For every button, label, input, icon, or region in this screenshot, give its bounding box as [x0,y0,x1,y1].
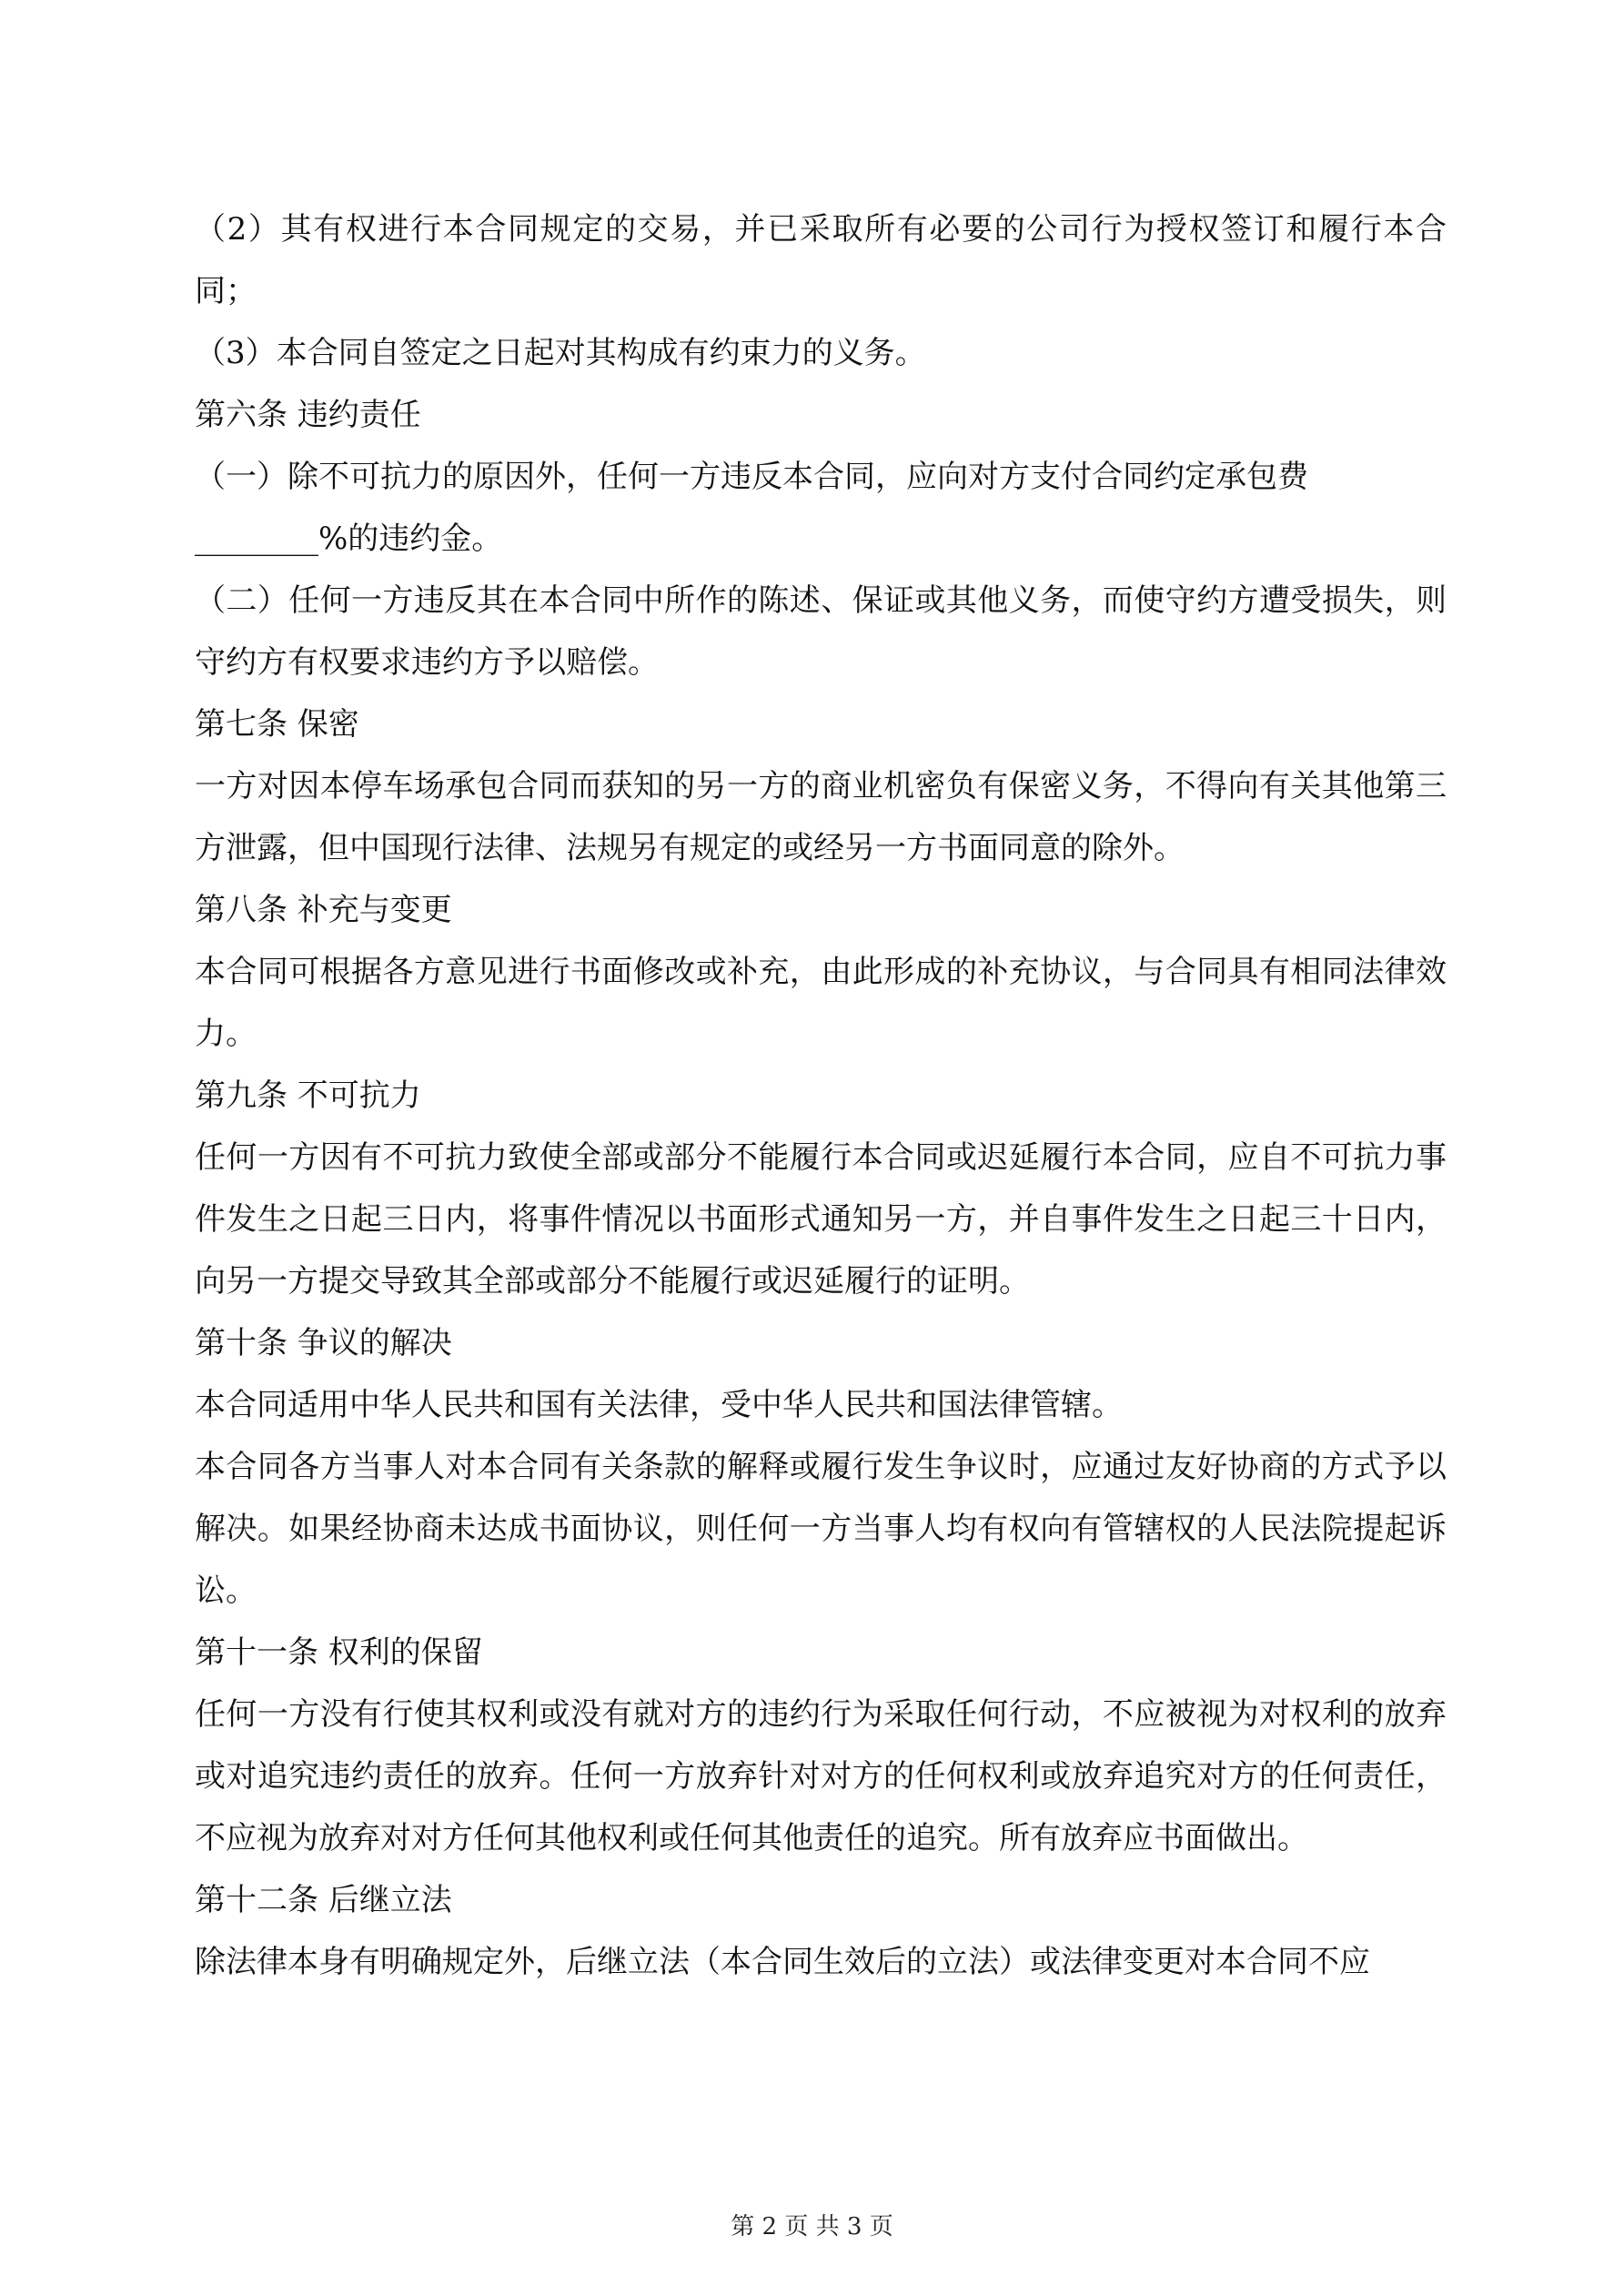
document-body [195,198,1447,1993]
clause-paragraph: 任何一方没有行使其权利或没有就对方的违约行为采取任何行动，不应被视为对权利的放弃或对追究违约责任的放弃。任何一方放弃针对对方的任何权利或放弃追究对方的任何责任，不应视为放弃对对方任何其他权利或任何其他责任的追究。所有放弃应书面做出。 [195,1696,1447,1856]
article-heading-7: 第七条 保密 [195,706,359,743]
article-heading-9: 第九条 不可抗力 [195,1077,421,1114]
article-heading-12: 第十二条 后继立法 [195,1882,452,1918]
clause-paragraph: 本合同可根据各方意见进行书面修改或补充，由此形成的补充协议，与合同具有相同法律效力。 [195,954,1447,1052]
article-heading-10: 第十条 争议的解决 [195,1325,452,1361]
clause-paragraph: 本合同适用中华人民共和国有关法律，受中华人民共和国法律管辖。 [195,1387,1123,1423]
clause-paragraph: 任何一方因有不可抗力致使全部或部分不能履行本合同或迟延履行本合同，应自不可抗力事件发生之日起三日内，将事件情况以书面形式通知另一方，并自事件发生之日起三十日内，向另一方提交导致其全部或部分不能履行或迟延履行的证明。 [195,1139,1447,1300]
penalty-percentage-line: ________%的违约金。 [195,521,503,557]
clause-paragraph: 一方对因本停车场承包合同而获知的另一方的商业机密负有保密义务，不得向有关其他第三方泄露，但中国现行法律、法规另有规定的或经另一方书面同意的除外。 [195,768,1447,866]
article-heading-11: 第十一条 权利的保留 [195,1634,483,1671]
article-heading-8: 第八条 补充与变更 [195,892,452,928]
clause-paragraph: （二）任何一方违反其在本合同中所作的陈述、保证或其他义务，而使守约方遭受损失，则守约方有权要求违约方予以赔偿。 [195,582,1447,681]
clause-paragraph: 本合同各方当事人对本合同有关条款的解释或履行发生争议时，应通过友好协商的方式予以解决。如果经协商未达成书面协议，则任何一方当事人均有权向有管辖权的人民法院提起诉讼。 [195,1449,1447,1609]
clause-paragraph: （2）其有权进行本合同规定的交易，并已采取所有必要的公司行为授权签订和履行本合同； [195,211,1447,309]
article-heading-6: 第六条 违约责任 [195,397,421,433]
clause-paragraph: （一）除不可抗力的原因外，任何一方违反本合同，应向对方支付合同约定承包费 [195,459,1308,495]
page-number-footer: 第 2 页 共 3 页 [731,2213,893,2240]
clause-paragraph: 除法律本身有明确规定外，后继立法（本合同生效后的立法）或法律变更对本合同不应 [195,1944,1370,1980]
clause-paragraph: （3）本合同自签定之日起对其构成有约束力的义务。 [195,335,926,371]
